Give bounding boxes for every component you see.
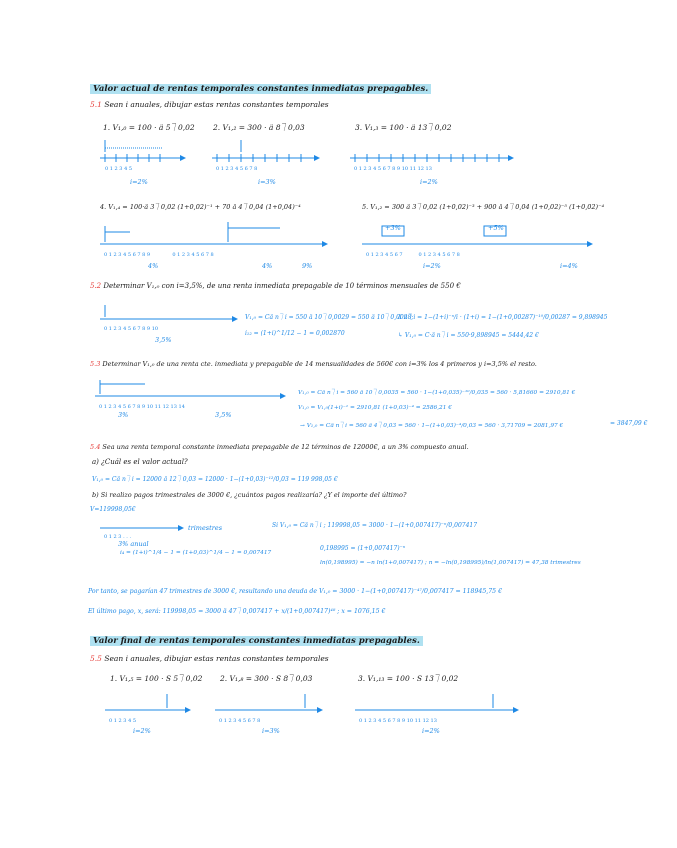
problem-5-5: 5.5 Sean i anuales, dibujar estas rentas constantes temporales (90, 654, 329, 663)
eq-5-3-a: V₁,₀ = Cä n⏋i = 560 ä 10⏋0,0035 = 560 · 1−(1+0,035)⁻¹⁰/0,035 = 560 · 5,81660 = 2910,81 € (298, 390, 576, 396)
item-5: 5. V₁,₂ = 300 ä 3⏋0,02 (1+0,02)⁻³ + 900 ä 4⏋0,04 (1+0,02)⁻⁵ (1+0,02)⁻⁴ (362, 203, 605, 211)
conclusion-2: El último pago, x, será: 119998,05 = 3000 ä 47⏋0,007417 + x/(1+0,007417)⁴⁸ ; x = 1076,15 € (88, 608, 386, 615)
rate-1: i=2% (130, 178, 148, 186)
item-5-5-3: 3. V₁,₁₃ = 100 · S 13⏋0,02 (358, 674, 459, 683)
rate-5-5-2: i=3% (262, 727, 280, 735)
eq-i4: i₄ = (1+i)^1/4 − 1 = (1+0,03)^1/4 − 1 = 0,007417 (120, 550, 272, 556)
mark-5a: +3% (385, 224, 401, 232)
svg-text:0 1 2 3 4 5: 0 1 2 3 4 5 (109, 718, 137, 724)
value-v: V=119998,05€ (90, 506, 136, 513)
rate-2: i=3% (258, 178, 276, 186)
eq-5-4-b3: ln(0,198995) = −n ln(1+0,007417) ; n = −ln(0,198995)/ln(1,007417) = 47,38 trimestres (320, 560, 581, 566)
item-2: 2. V₁,₂ = 300 · ä 8⏋0,03 (213, 123, 305, 132)
svg-text:0 1 2 3 4 5 6 7 8 9 10: 0 1 2 3 4 5 6 7 8 9 10 (104, 326, 159, 332)
problem-5-2: 5.2 Determinar V₁,₀ con i=3,5%, de una renta inmediata prepagable de 10 términos mensuales de 550 € (90, 282, 461, 290)
eq-5-3-b: V₁,₀ = V₁,₀(1+i)⁻¹ = 2910,81 (1+0,03)⁻⁴ = 2586,21 € (298, 405, 452, 411)
rate-4a: 4% (148, 262, 159, 270)
svg-text:0 1 2 3 4 5: 0 1 2 3 4 5 (105, 166, 133, 172)
problem-5-4: 5.4 Sea una renta temporal constante inmediata prepagable de 12 términos de 12000€, a un 3% compuesto anual. (90, 443, 469, 451)
rate-4c: 9% (302, 262, 313, 270)
item-3: 3. V₁,₃ = 100 · ä 13⏋0,02 (355, 123, 452, 132)
svg-text:0 1 2 3 4 5 6 7 8 9 10 11 12 1: 0 1 2 3 4 5 6 7 8 9 10 11 12 13 14 (99, 404, 185, 410)
mark-5b: +5% (488, 224, 504, 232)
rate-5-3-a: 3% (118, 411, 129, 419)
item-5-5-1: 1. V₁,₅ = 100 · S 5⏋0,02 (110, 674, 203, 683)
svg-text:0 1 2 3 4 5 6 7 8 9 10 11 12 1: 0 1 2 3 4 5 6 7 8 9 10 11 12 13 (354, 166, 432, 172)
timeline-5-5-2 (215, 692, 325, 732)
timeline-4 (100, 222, 330, 267)
rate-5-2: 3,5% (155, 336, 172, 344)
rate-5b: i=4% (560, 262, 578, 270)
item-4: 4. V₁,₄ = 100·ä 3⏋0,02 (1+0,02)⁻¹ + 70 ä 4⏋0,04 (1+0,04)⁻⁴ (100, 203, 301, 211)
timeline-5-3 (95, 378, 290, 413)
rate-4b: 4% (262, 262, 273, 270)
eq-5-4-b2: 0,198995 = (1+0,007417)⁻ⁿ (320, 545, 406, 552)
svg-text:0 1 2 3 4 5 6 7 8 9: 0 1 2 3 4 5 6 7 8 9 0 1 2 3 4 5 6 7 8 (104, 252, 214, 258)
svg-text:0 1 2 3 . . .: 0 1 2 3 . . . (104, 534, 132, 540)
section2-title: Valor final de rentas temporales constantes inmediatas prepagables. (90, 636, 423, 646)
eq-5-2-c: ä n⏋i = 1−(1+i)⁻ⁿ/i · (1+i) = 1−(1+0,00287)⁻¹⁰/0,00287 = 9,898945 (398, 314, 608, 321)
item-5-5-2: 2. V₁,₈ = 300 · S 8⏋0,03 (220, 674, 313, 683)
svg-text:0 1 2 3 4 5 6 7 8: 0 1 2 3 4 5 6 7 8 (216, 166, 258, 172)
timeline-5-5-1 (105, 692, 195, 732)
eq-5-2-b: i₁₂ = (1+i)^1/12 − 1 = 0,002870 (245, 330, 345, 337)
timeline-5-2 (100, 303, 240, 338)
svg-text:0 1 2 3 4 5 6 7 8 9 10 11 12 1: 0 1 2 3 4 5 6 7 8 9 10 11 12 13 (359, 718, 437, 724)
problem-5-3: 5.3 Determinar V₁,₀ de una renta cte. inmediata y prepagable de 14 mensualidades de 560€ con i=3% los 4 primeros y i=3,5% el resto. (90, 360, 537, 368)
conclusion-1: Por tanto, se pagarían 47 trimestres de 3000 €, resultando una deuda de V₁,₀ = 3000 · 1−(1+0,007417)⁻⁴⁷/0,007417 = 118945,75 € (88, 588, 503, 595)
rate-5a: i=2% (423, 262, 441, 270)
eq-5-3-c: → V₁,₀ = Cä n⏋i = 560 ä 4⏋0,03 = 560 · 1−(1+0,03)⁻⁴/0,03 = 560 · 3,71709 = 2081,97 € (300, 423, 564, 429)
timeline-5-5-3 (355, 692, 520, 732)
eq-5-4-b1: Si V₁,₀ = Cä n⏋i ; 119998,05 = 3000 · 1−(1+0,007417)⁻ⁿ/0,007417 (272, 522, 478, 529)
problem-5-1: 5.1 Sean i anuales, dibujar estas rentas constantes temporales (90, 100, 329, 109)
rate-5-5-1: i=2% (133, 727, 151, 735)
section1-title: Valor actual de rentas temporales constantes inmediatas prepagables. (90, 84, 431, 94)
rate-5-3-b: 3,5% (215, 411, 232, 419)
item-1: 1. V₁,₀ = 100 · ä 5⏋0,02 (103, 123, 195, 132)
question-a: a) ¿Cuál es el valor actual? (92, 458, 188, 466)
rate-3: i=2% (420, 178, 438, 186)
svg-text:0 1 2 3 4 5 6 7 8: 0 1 2 3 4 5 6 7 8 (219, 718, 261, 724)
total-5-3: = 3847,09 € (610, 420, 648, 427)
svg-text:0 1 2 3 4 5 6 7 0 1 2: 0 1 2 3 4 5 6 7 0 1 2 3 4 5 6 7 8 (366, 252, 460, 258)
label-trimestres: trimestres (188, 524, 223, 532)
label-annual: 3% anual (118, 540, 149, 548)
question-b: b) Si realizo pagos trimestrales de 3000 €, ¿cuántos pagos realizaría? ¿Y el importe del último? (92, 491, 407, 499)
eq-5-2-a: V₁,₀ = Cä n⏋i = 550 ä 10⏋0,0029 = 550 ä 10⏋0,0028; (245, 314, 414, 321)
rate-5-5-3: i=2% (422, 727, 440, 735)
eq-5-2-d: ↳ V₁,₀ = C·ä n⏋i = 550·9,898945 = 5444,42 € (398, 332, 539, 339)
answer-a: V₁,₀ = Cä n⏋i = 12000 ä 12⏋0,03 = 12000 · 1−(1+0,03)⁻¹²/0,03 = 119 998,05 € (92, 476, 338, 483)
